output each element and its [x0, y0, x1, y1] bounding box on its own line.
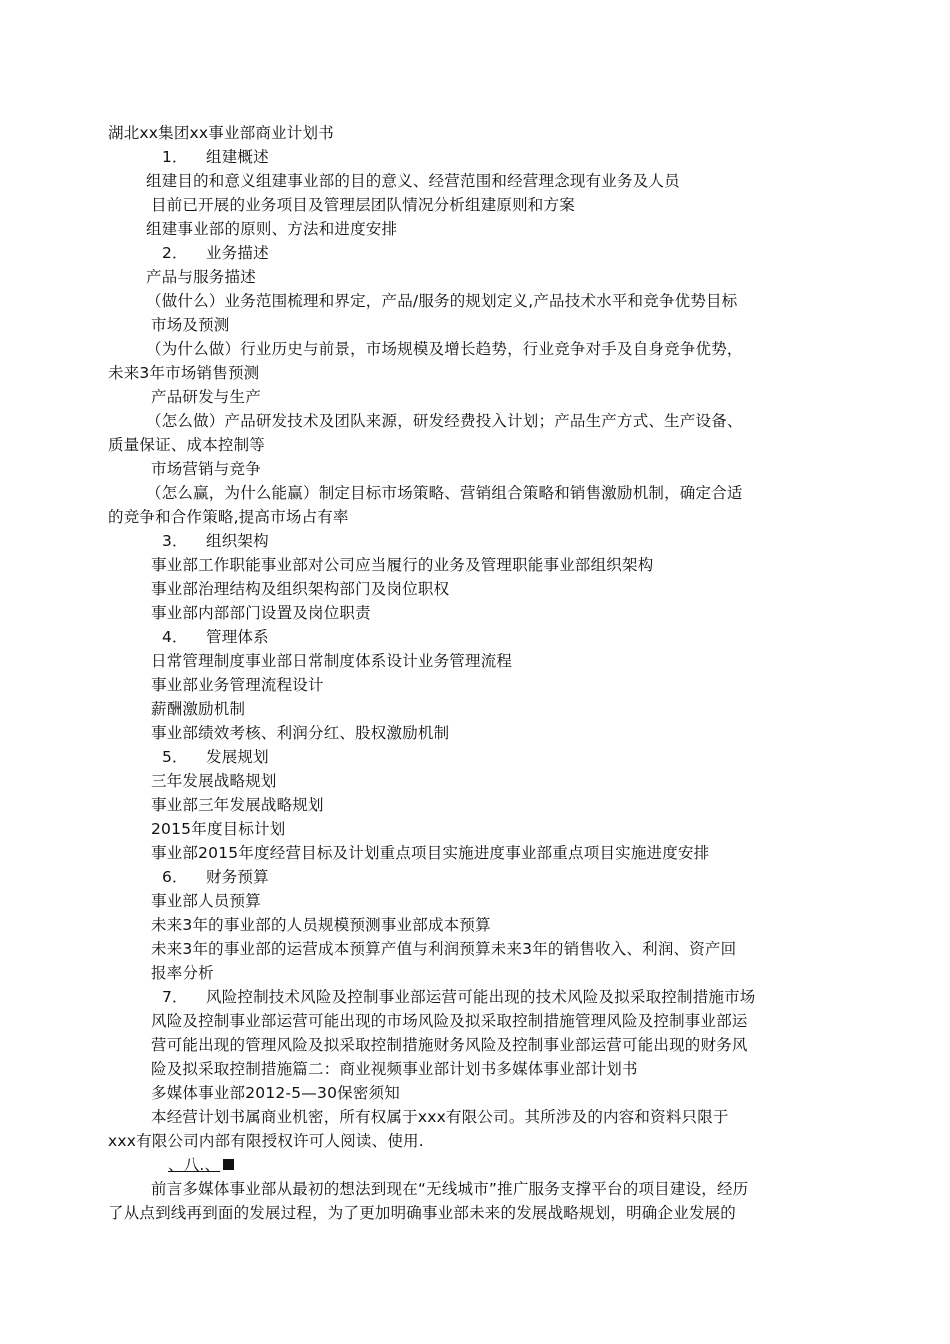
- paragraph-line: 事业部工作职能事业部对公司应当履行的业务及管理职能事业部组织架构: [151, 556, 654, 574]
- paragraph-line: 未来3年的事业部的运营成本预算产值与利润预算未来3年的销售收入、利润、资产回: [151, 940, 737, 958]
- paragraph-line: 未来3年的事业部的人员规模预测事业部成本预算: [151, 916, 491, 934]
- paragraph-line: 事业部治理结构及组织架构部门及岗位职权: [151, 580, 450, 598]
- preface-marker: 、八.、: [168, 1154, 234, 1176]
- square-bullet-icon: [223, 1159, 234, 1170]
- paragraph-line: 事业部人员预算: [151, 892, 261, 910]
- paragraph-line: （怎么赢，为什么能赢）制定目标市场策略、营销组合策略和销售激励机制，确定合适: [146, 484, 743, 502]
- paragraph-line: 事业部绩效考核、利润分红、股权激励机制: [151, 724, 450, 742]
- paragraph-line: （为什么做）行业历史与前景，市场规模及增长趋势，行业竞争对手及自身竞争优势，: [146, 340, 743, 358]
- paragraph-line: 质量保证、成本控制等: [108, 436, 266, 454]
- paragraph-line: 产品与服务描述: [146, 268, 256, 286]
- paragraph-line: 的竞争和合作策略,提高市场占有率: [108, 508, 349, 526]
- paragraph-line: 险及拟采取控制措施篇二：商业视频事业部计划书多媒体事业部计划书: [151, 1060, 638, 1078]
- paragraph-line: 市场及预测: [151, 316, 230, 334]
- paragraph-line: 本经营计划书属商业机密，所有权属于xxx有限公司。其所涉及的内容和资料只限于: [151, 1108, 729, 1126]
- section-heading-6: 6． 财务预算: [162, 868, 269, 886]
- section-heading-4: 4． 管理体系: [162, 628, 269, 646]
- paragraph-line: （做什么）业务范围梳理和界定，产品/服务的规划定义,产品技术水平和竞争优势目标: [146, 292, 738, 310]
- doc-title: 湖北xx集团xx事业部商业计划书: [108, 124, 334, 142]
- section-heading-3: 3． 组织架构: [162, 532, 269, 550]
- paragraph-line: 风险及控制事业部运营可能出现的市场风险及拟采取控制措施管理风险及控制事业部运: [151, 1012, 748, 1030]
- paragraph-line: （怎么做）产品研发技术及团队来源，研发经费投入计划；产品生产方式、生产设备、: [146, 412, 743, 430]
- paragraph-line: 产品研发与生产: [151, 388, 261, 406]
- paragraph-line: 事业部2015年度经营目标及计划重点项目实施进度事业部重点项目实施进度安排: [151, 844, 710, 862]
- paragraph-line: 未来3年市场销售预测: [108, 364, 260, 382]
- section-heading-7: 7． 风险控制技术风险及控制事业部运营可能出现的技术风险及拟采取控制措施市场: [162, 988, 756, 1006]
- paragraph-line: 组建目的和意义组建事业部的目的意义、经营范围和经营理念现有业务及人员: [146, 172, 680, 190]
- paragraph-line: 三年发展战略规划: [151, 772, 277, 790]
- paragraph-line: 事业部内部部门设置及岗位职责: [151, 604, 371, 622]
- paragraph-line: 了从点到线再到面的发展过程，为了更加明确事业部未来的发展战略规划，明确企业发展的: [108, 1204, 737, 1222]
- paragraph-line: 2015年度目标计划: [151, 820, 286, 838]
- paragraph-line: 事业部三年发展战略规划: [151, 796, 324, 814]
- paragraph-line: 事业部业务管理流程设计: [151, 676, 324, 694]
- paragraph-line: 前言多媒体事业部从最初的想法到现在“无线城市”推广服务支撑平台的项目建设，经历: [151, 1180, 749, 1198]
- paragraph-line: xxx有限公司内部有限授权许可人阅读、使用.: [108, 1132, 424, 1150]
- paragraph-line: 目前已开展的业务项目及管理层团队情况分析组建原则和方案: [151, 196, 575, 214]
- paragraph-line: 营可能出现的管理风险及拟采取控制措施财务风险及控制事业部运营可能出现的财务风: [151, 1036, 748, 1054]
- paragraph-line: 组建事业部的原则、方法和进度安排: [146, 220, 398, 238]
- paragraph-line: 日常管理制度事业部日常制度体系设计业务管理流程: [151, 652, 513, 670]
- paragraph-line: 报率分析: [151, 964, 214, 982]
- paragraph-line: 市场营销与竞争: [151, 460, 261, 478]
- paragraph-line: 多媒体事业部2012-5—30保密须知: [151, 1084, 400, 1102]
- paragraph-line: 薪酬激励机制: [151, 700, 246, 718]
- section-heading-1: 1． 组建概述: [162, 148, 269, 166]
- section-heading-5: 5． 发展规划: [162, 748, 269, 766]
- section-heading-2: 2． 业务描述: [162, 244, 269, 262]
